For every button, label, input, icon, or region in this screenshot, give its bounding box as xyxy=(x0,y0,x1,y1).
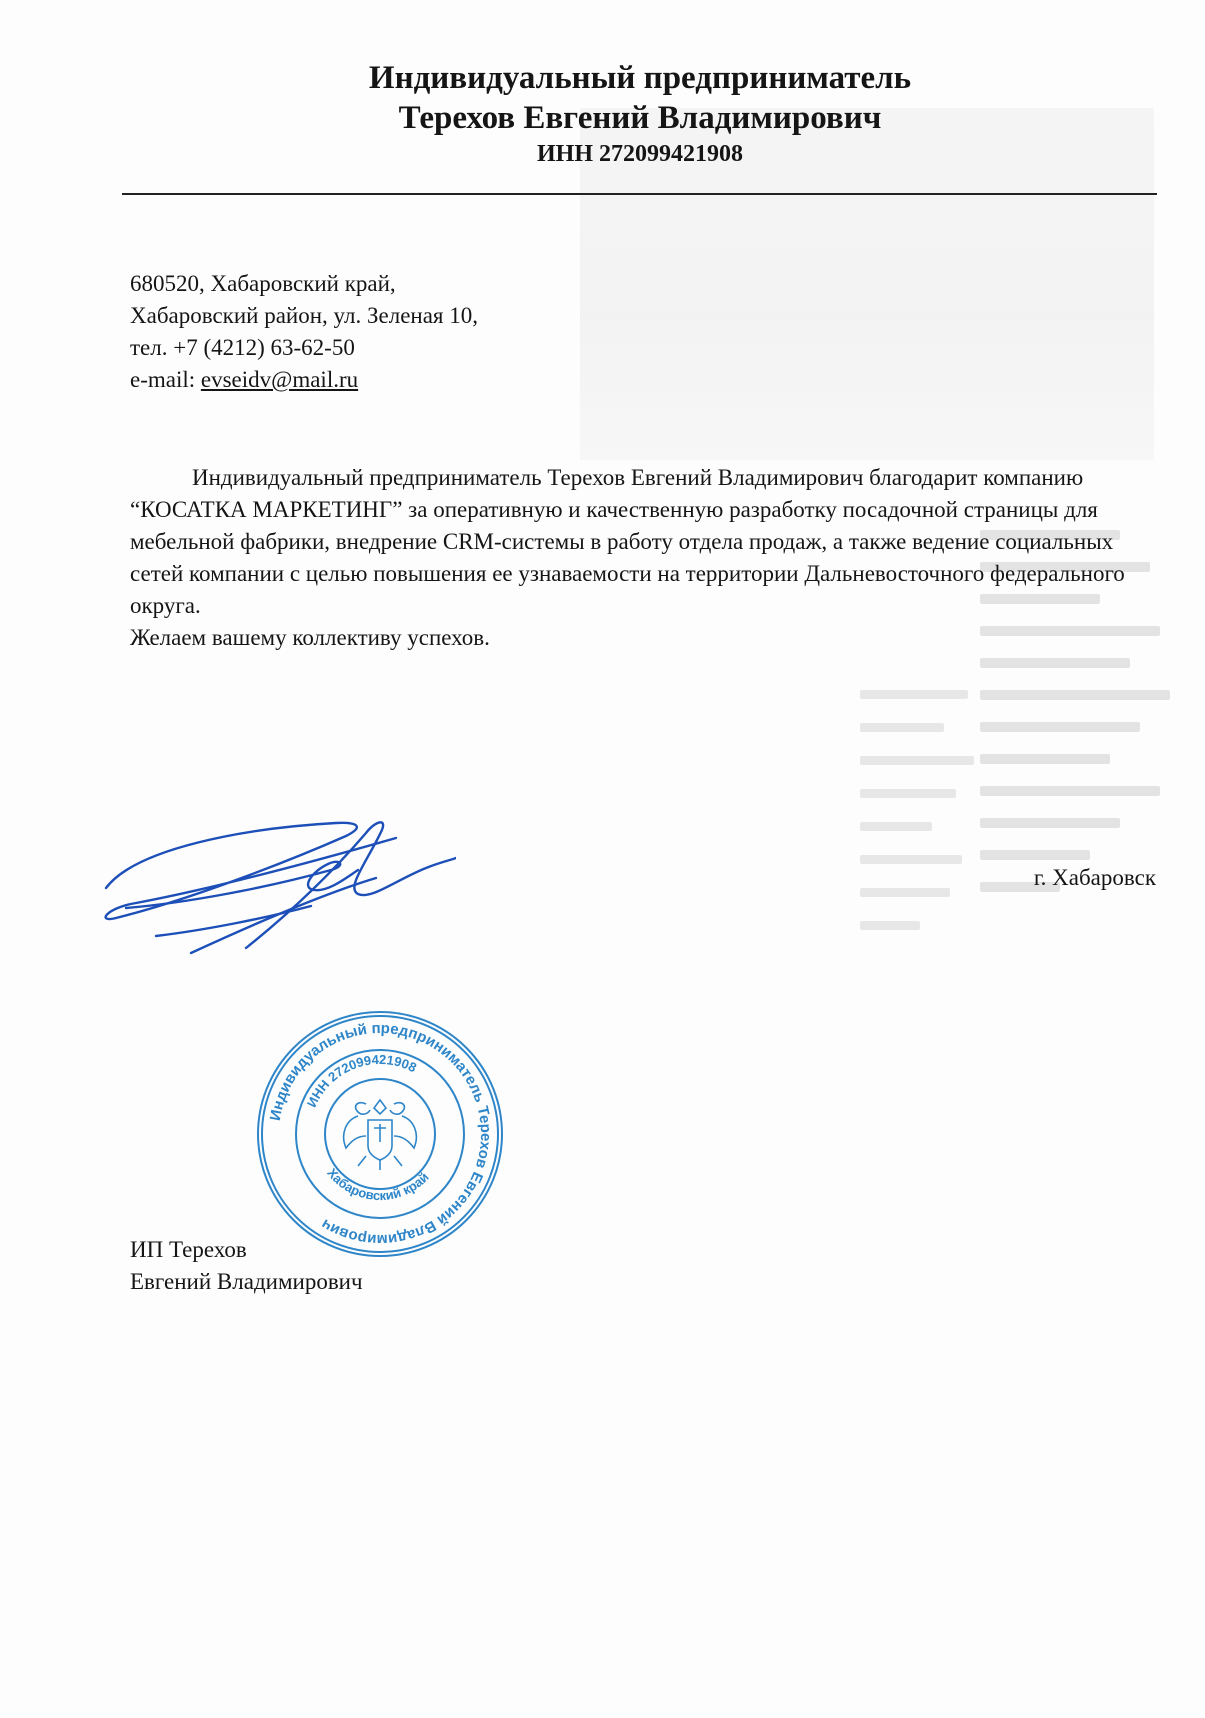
email-line xyxy=(130,364,478,396)
letterhead-name: Терехов Евгений Владимирович xyxy=(398,100,882,136)
body-paragraph: Индивидуальный предприниматель Терехов Евгений Владимирович благодарит компанию “КОСАТКА МАРКЕТИНГ” за оперативную и качественную разработку посадочной страницы для мебельной фабрики, внедрение CRM-системы в работу отдела продаж, а также ведение социальных сетей компании с целью повышения ее узнаваемости на территории Дальневосточного федерального округа. xyxy=(130,465,1125,618)
signer-title: ИП Терехов xyxy=(130,1237,247,1262)
phone-line: тел. +7 (4212) 63-62-50 xyxy=(130,335,355,360)
stamp-region-text: Хабаровский край xyxy=(324,1165,432,1204)
header-divider xyxy=(122,193,1157,195)
letter-body xyxy=(130,462,1130,654)
email-label: e-mail: xyxy=(130,367,201,392)
letterhead-title: Индивидуальный предприниматель xyxy=(368,60,912,96)
address-block xyxy=(130,268,478,396)
address-line-1: 680520, Хабаровский край, xyxy=(130,271,396,296)
letterhead-inn: ИНН 272099421908 xyxy=(536,141,743,167)
double-headed-eagle-icon xyxy=(344,1100,417,1170)
stamp-outer-text: Индивидуальный предприниматель Терехов Евгений Владимирович xyxy=(266,1019,495,1249)
stamp-inn-text: ИНН 272099421908 xyxy=(303,1051,419,1110)
bleed-through-text-left xyxy=(860,690,980,1030)
handwritten-signature xyxy=(96,808,456,958)
body-closing: Желаем вашему коллективу успехов. xyxy=(130,625,490,650)
company-stamp xyxy=(254,1008,506,1260)
city-label: г. Хабаровск xyxy=(1033,865,1156,890)
signer-block xyxy=(130,1234,363,1298)
address-line-2: Хабаровский район, ул. Зеленая 10, xyxy=(130,303,479,328)
signer-name: Евгений Владимирович xyxy=(130,1269,363,1294)
letterhead xyxy=(120,58,1160,170)
email-link[interactable]: evseidv@mail.ru xyxy=(200,367,359,392)
